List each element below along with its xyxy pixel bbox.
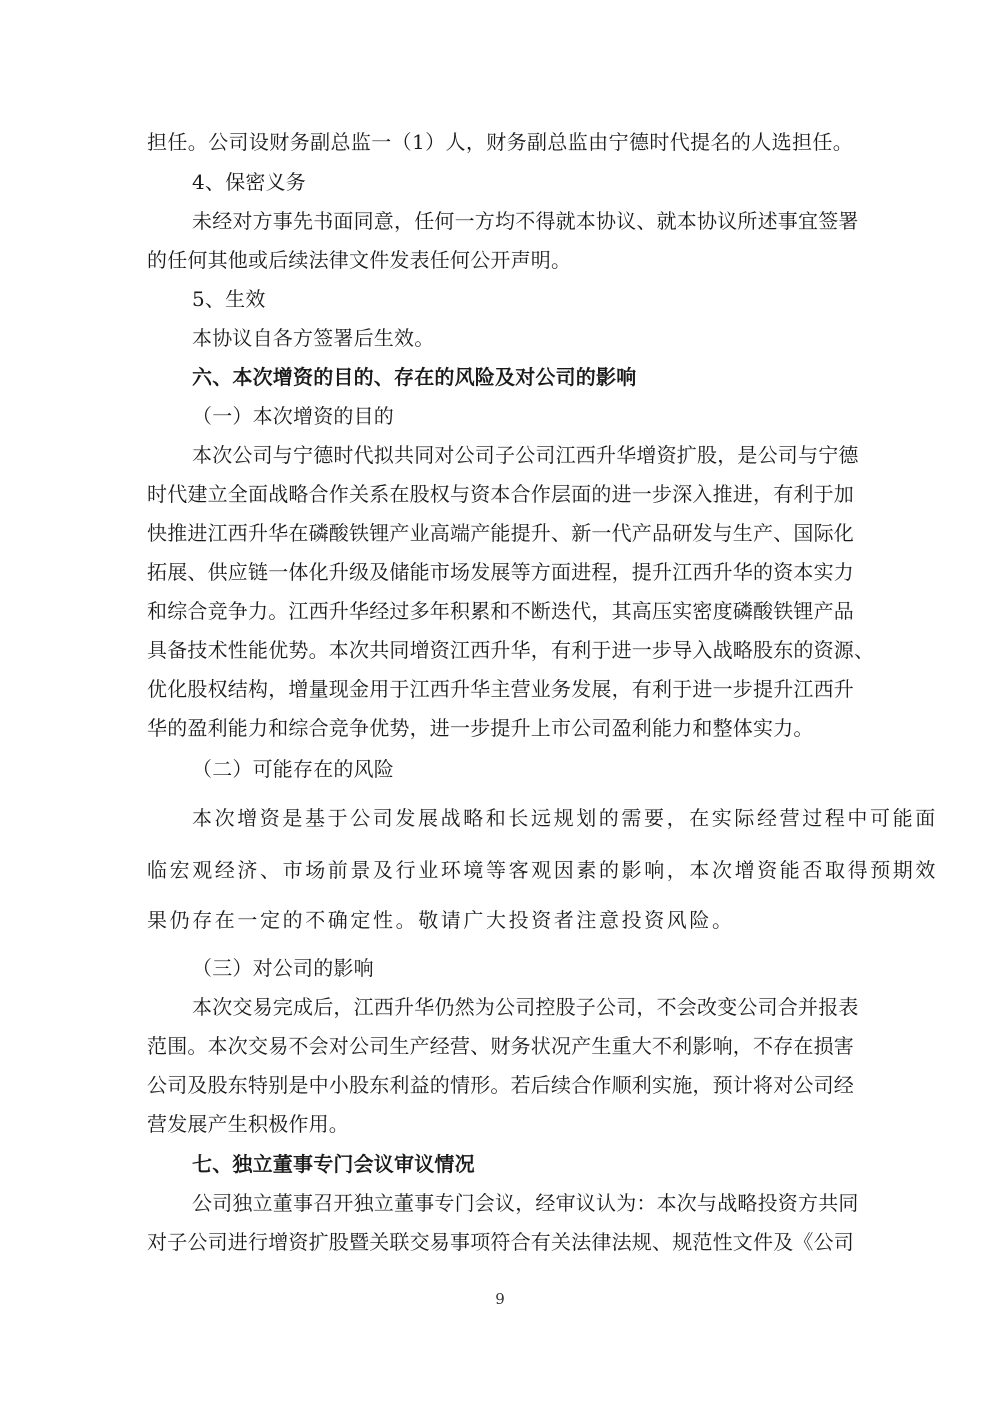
text-line: 时代建立全面战略合作关系在股权与资本合作层面的进一步深入推进，有利于加 (147, 482, 854, 506)
text-line: 未经对方事先书面同意，任何一方均不得就本协议、就本协议所述事宜签署 (192, 209, 859, 233)
text-line: 营发展产生积极作用。 (147, 1112, 349, 1136)
text-line: 果仍存在一定的不确定性。敬请广大投资者注意投资风险。 (147, 908, 735, 932)
text-line: 担任。公司设财务副总监一（1）人，财务副总监由宁德时代提名的人选担任。 (147, 130, 853, 154)
text-line: 公司独立董事召开独立董事专门会议，经审议认为：本次与战略投资方共同 (192, 1191, 859, 1215)
subsection-heading-impact: （三）对公司的影响 (192, 956, 374, 980)
text-line: 本协议自各方签署后生效。 (192, 326, 435, 350)
text-line: 临宏观经济、市场前景及行业环境等客观因素的影响，本次增资能否取得预期效 (147, 858, 938, 882)
text-line: 本次增资是基于公司发展战略和长远规划的需要，在实际经营过程中可能面 (192, 806, 938, 830)
text-line: 本次公司与宁德时代拟共同对公司子公司江西升华增资扩股，是公司与宁德 (192, 443, 859, 467)
text-line: 范围。本次交易不会对公司生产经营、财务状况产生重大不利影响，不存在损害 (147, 1034, 854, 1058)
subheading-confidentiality: 4、保密义务 (192, 170, 306, 194)
subsection-heading-purpose: （一）本次增资的目的 (192, 404, 394, 428)
text-line: 公司及股东特别是中小股东利益的情形。若后续合作顺利实施，预计将对公司经 (147, 1073, 854, 1097)
text-line: 拓展、供应链一体化升级及储能市场发展等方面进程，提升江西升华的资本实力 (147, 560, 854, 584)
page-number: 9 (495, 1290, 505, 1308)
section-heading-7: 七、独立董事专门会议审议情况 (192, 1152, 475, 1176)
text-line: 对子公司进行增资扩股暨关联交易事项符合有关法律法规、规范性文件及《公司 (147, 1230, 854, 1254)
section-heading-6: 六、本次增资的目的、存在的风险及对公司的影响 (192, 365, 637, 389)
text-line: 华的盈利能力和综合竞争优势，进一步提升上市公司盈利能力和整体实力。 (147, 716, 814, 740)
text-line: 本次交易完成后，江西升华仍然为公司控股子公司，不会改变公司合并报表 (192, 995, 859, 1019)
text-line: 具备技术性能优势。本次共同增资江西升华，有利于进一步导入战略股东的资源、 (147, 638, 875, 662)
subheading-effectiveness: 5、生效 (192, 287, 266, 311)
text-line: 优化股权结构，增量现金用于江西升华主营业务发展，有利于进一步提升江西升 (147, 677, 854, 701)
text-line: 的任何其他或后续法律文件发表任何公开声明。 (147, 248, 572, 272)
text-line: 和综合竞争力。江西升华经过多年积累和不断迭代，其高压实密度磷酸铁锂产品 (147, 599, 854, 623)
subsection-heading-risk: （二）可能存在的风险 (192, 757, 394, 781)
text-line: 快推进江西升华在磷酸铁锂产业高端产能提升、新一代产品研发与生产、国际化 (147, 521, 854, 545)
